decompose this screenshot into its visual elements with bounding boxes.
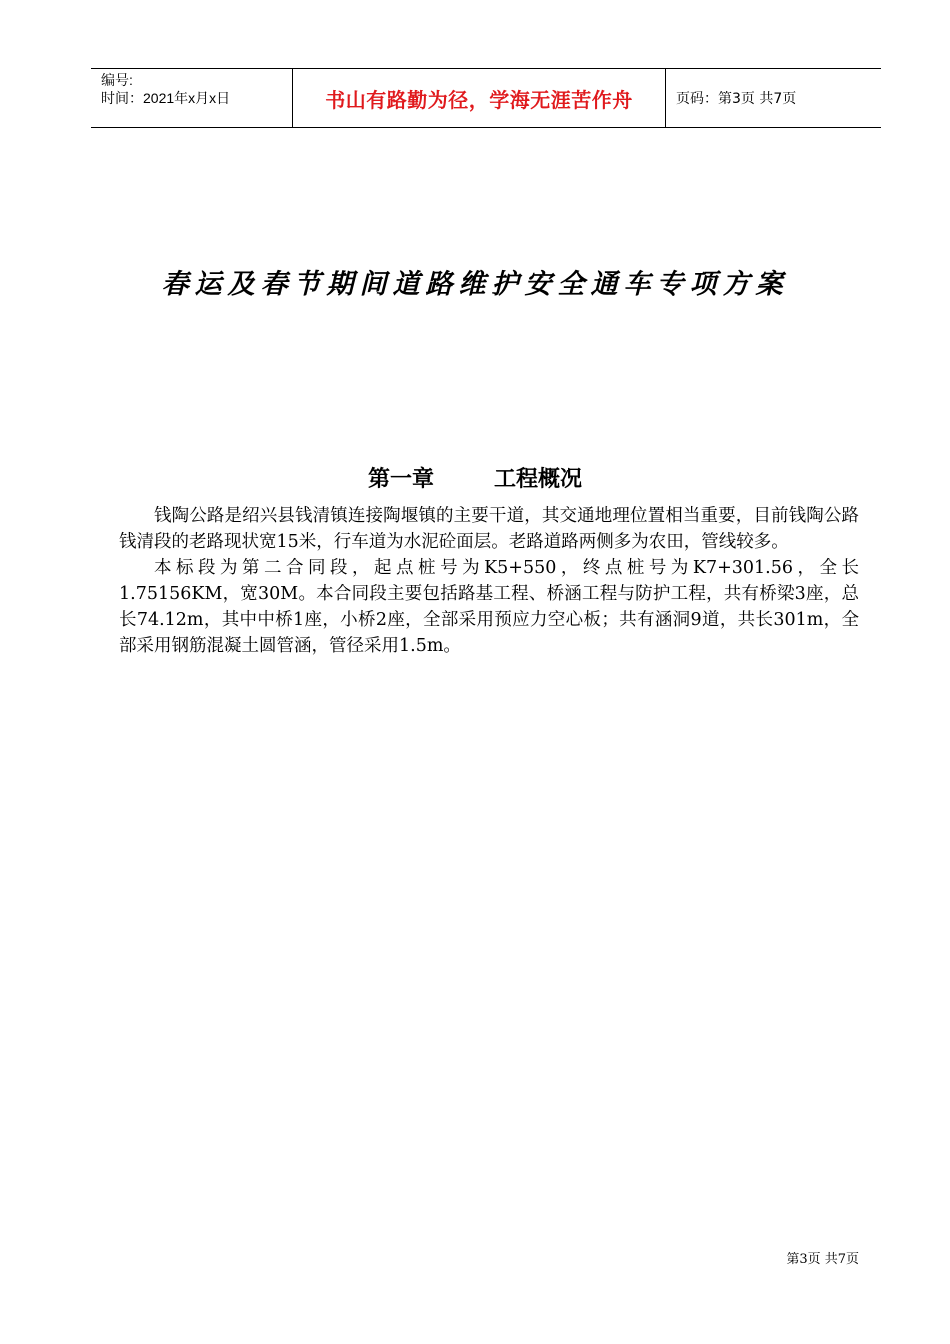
header-page-cell	[666, 69, 881, 127]
number-label: 编号:	[101, 72, 133, 88]
header-page-info: 页码：第3页 共7页	[676, 91, 797, 107]
document-title: 春运及春节期间道路维护安全通车专项方案	[161, 269, 789, 300]
header-motto-cell	[293, 69, 666, 127]
time-label: 时间：2021年x月x日	[101, 90, 231, 106]
paragraph: 钱陶公路是绍兴县钱清镇连接陶堰镇的主要干道，其交通地理位置相当重要，目前钱陶公路钱清段的老路现状宽15米，行车道为水泥砼面层。老路道路两侧多为农田，管线较多。	[119, 506, 859, 552]
page-header	[91, 68, 881, 128]
chapter-number: 第一章	[367, 467, 434, 492]
body-text	[119, 503, 859, 659]
page-footer: 第3页 共7页	[786, 1252, 859, 1267]
header-meta	[91, 69, 293, 127]
chapter-name: 工程概况	[494, 467, 583, 492]
chapter-heading	[0, 462, 950, 493]
paragraph: 本标段为第二合同段，起点桩号为K5+550，终点桩号为K7+301.56，全长1.75156KM，宽30M。本合同段主要包括路基工程、桥涵工程与防护工程，共有桥梁3座，总长74.12m，其中中桥1座，小桥2座，全部采用预应力空心板；共有涵洞9道，共长301m，全部采用钢筋混凝土圆管涵，管径采用1.5m。	[119, 558, 859, 656]
motto: 书山有路勤为径，学海无涯苦作舟	[325, 87, 633, 112]
